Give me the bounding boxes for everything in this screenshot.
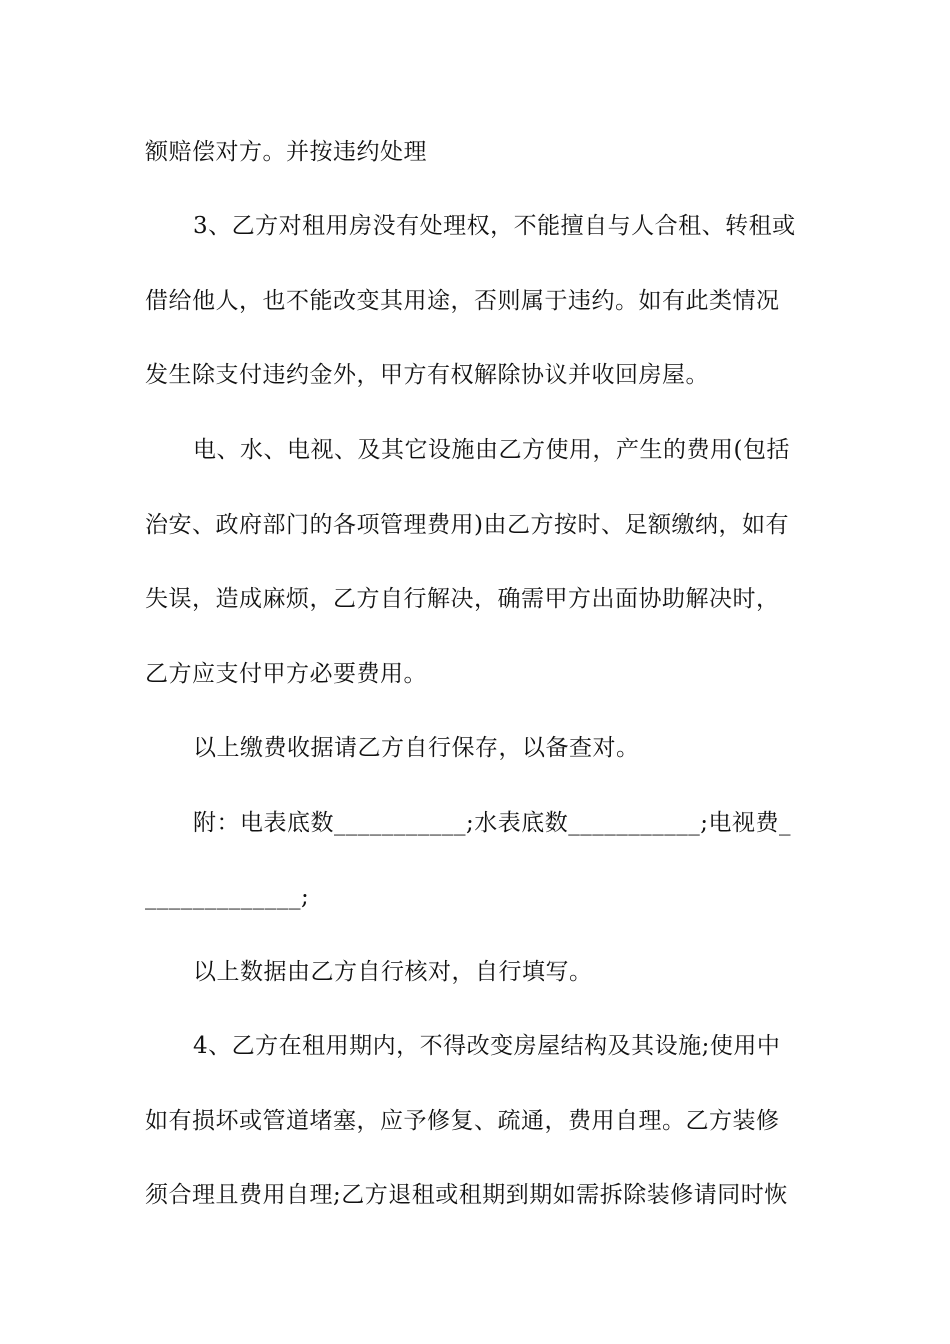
text-line-10: 附：电表底数___________;水表底数___________;电视费_: [193, 810, 791, 836]
text-line-9: 以上缴费收据请乙方自行保存，以备查对。: [193, 735, 640, 761]
text-line-8: 乙方应支付甲方必要费用。: [145, 661, 427, 687]
text-line-7: 失误，造成麻烦，乙方自行解决，确需甲方出面协助解决时，: [145, 586, 780, 612]
text-line-15: 须合理且费用自理;乙方退租或租期到期如需拆除装修请同时恢: [145, 1182, 788, 1208]
text-line-1: 额赔偿对方。并按违约处理: [145, 139, 427, 165]
text-line-5: 电、水、电视、及其它设施由乙方使用，产生的费用(包括: [193, 437, 790, 463]
text-line-12: 以上数据由乙方自行核对，自行填写。: [193, 959, 593, 985]
text-line-13: 4、乙方在租用期内，不得改变房屋结构及其设施;使用中: [193, 1033, 781, 1059]
text-line-11: _____________;: [145, 884, 310, 910]
text-line-3: 借给他人，也不能改变其用途，否则属于违约。如有此类情况: [145, 288, 780, 314]
text-line-4: 发生除支付违约金外，甲方有权解除协议并收回房屋。: [145, 362, 709, 388]
text-line-6: 治安、政府部门的各项管理费用)由乙方按时、足额缴纳，如有: [145, 512, 789, 538]
text-line-14: 如有损坏或管道堵塞，应予修复、疏通，费用自理。乙方装修: [145, 1108, 780, 1134]
text-line-2: 3、乙方对租用房没有处理权，不能擅自与人合租、转租或: [193, 213, 796, 239]
